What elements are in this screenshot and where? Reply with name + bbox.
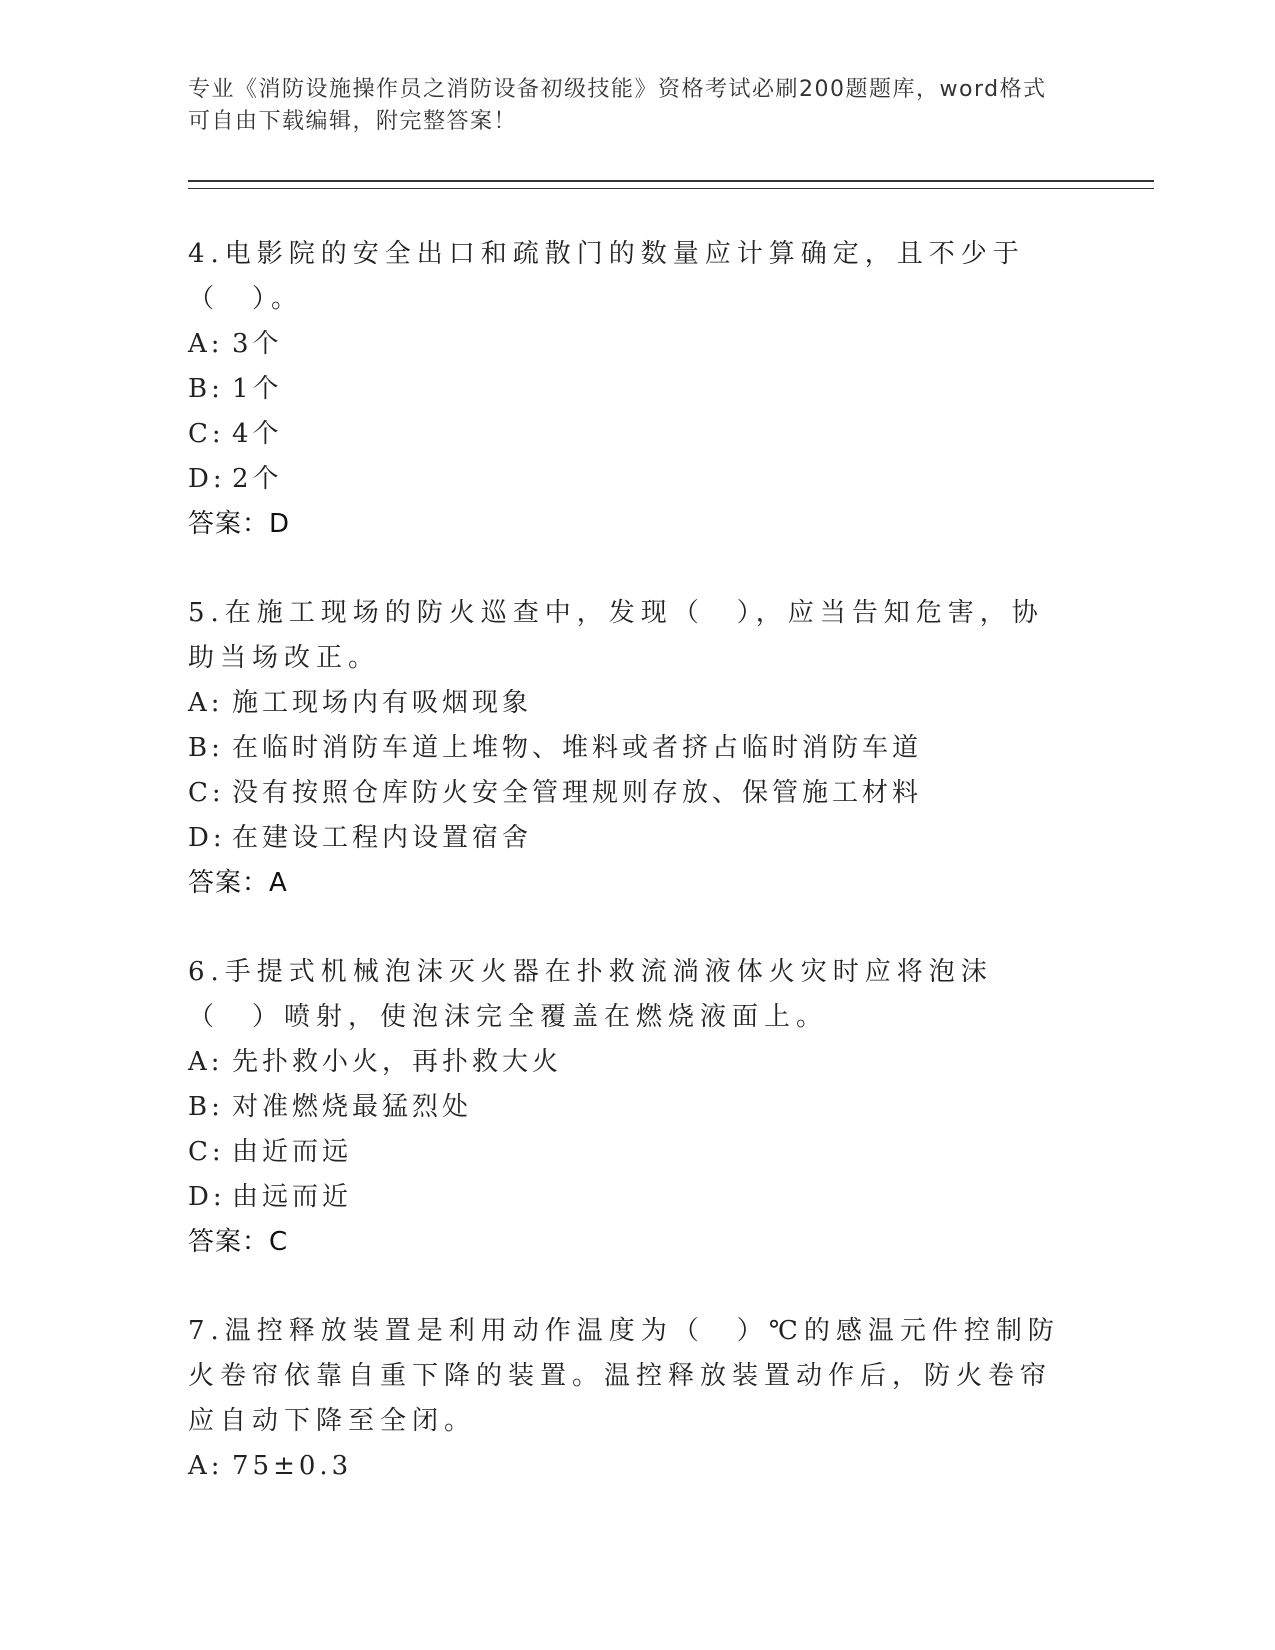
question-stem: 7.温控释放装置是利用动作温度为（ ）℃的感温元件控制防火卷帘依靠自重下降的装置。温控释放装置动作后，防火卷帘应自动下降至全闭。 (188, 1316, 1060, 1436)
option-text: 3个 (232, 329, 283, 359)
option-letter: C: (188, 778, 225, 808)
option-text: 在临时消防车道上堆物、堆料或者挤占临时消防车道 (232, 733, 923, 763)
option-d (188, 1175, 1068, 1220)
question-list (188, 232, 1068, 1533)
option-a (188, 322, 1068, 367)
option-a (188, 681, 1068, 726)
option-text: 在建设工程内设置宿舍 (232, 823, 533, 853)
option-text: 先扑救小火，再扑救大火 (232, 1047, 563, 1077)
question-6 (188, 950, 1068, 1265)
option-letter: D: (188, 464, 226, 494)
question-stem: 6.手提式机械泡沫灭火器在扑救流淌液体火灾时应将泡沫（ ）喷射，使泡沫完全覆盖在燃烧液面上。 (188, 957, 993, 1032)
option-c (188, 412, 1068, 457)
option-c (188, 771, 1068, 816)
question-stem: 5.在施工现场的防火巡查中，发现（ ），应当告知危害，协助当场改正。 (188, 598, 1044, 673)
option-text: 施工现场内有吸烟现象 (232, 688, 533, 718)
answer-line: 答案：D (188, 509, 291, 539)
question-7 (188, 1309, 1068, 1489)
answer-line: 答案：A (188, 868, 288, 898)
option-text: 2个 (232, 464, 283, 494)
option-letter: B: (188, 733, 224, 763)
option-text: 4个 (232, 419, 283, 449)
question-5 (188, 591, 1068, 906)
question-stem: 4.电影院的安全出口和疏散门的数量应计算确定，且不少于（ ）。 (188, 239, 1025, 314)
answer-line: 答案：C (188, 1227, 289, 1257)
option-text: 75±0.3 (232, 1451, 353, 1481)
option-c (188, 1130, 1068, 1175)
header-divider (188, 180, 1154, 189)
option-a (188, 1444, 1068, 1489)
option-d (188, 457, 1068, 502)
option-letter: D: (188, 1182, 226, 1212)
option-b (188, 1085, 1068, 1130)
question-4 (188, 232, 1068, 547)
document-header: 专业《消防设施操作员之消防设备初级技能》资格考试必刷200题题库，word格式可自由下载编辑，附完整答案！ (188, 77, 1047, 134)
option-text: 由近而远 (232, 1137, 353, 1167)
option-letter: A: (188, 329, 224, 359)
option-letter: C: (188, 1137, 225, 1167)
option-d (188, 816, 1068, 861)
option-text: 由远而近 (232, 1182, 353, 1212)
option-text: 对准燃烧最猛烈处 (232, 1092, 473, 1122)
option-text: 没有按照仓库防火安全管理规则存放、保管施工材料 (232, 778, 923, 808)
option-a (188, 1040, 1068, 1085)
option-letter: A: (188, 1047, 224, 1077)
option-letter: B: (188, 1092, 224, 1122)
option-letter: A: (188, 688, 224, 718)
option-letter: B: (188, 374, 224, 404)
option-letter: A: (188, 1451, 224, 1481)
option-letter: D: (188, 823, 226, 853)
option-letter: C: (188, 419, 225, 449)
option-text: 1个 (232, 374, 283, 404)
option-b (188, 726, 1068, 771)
option-b (188, 367, 1068, 412)
